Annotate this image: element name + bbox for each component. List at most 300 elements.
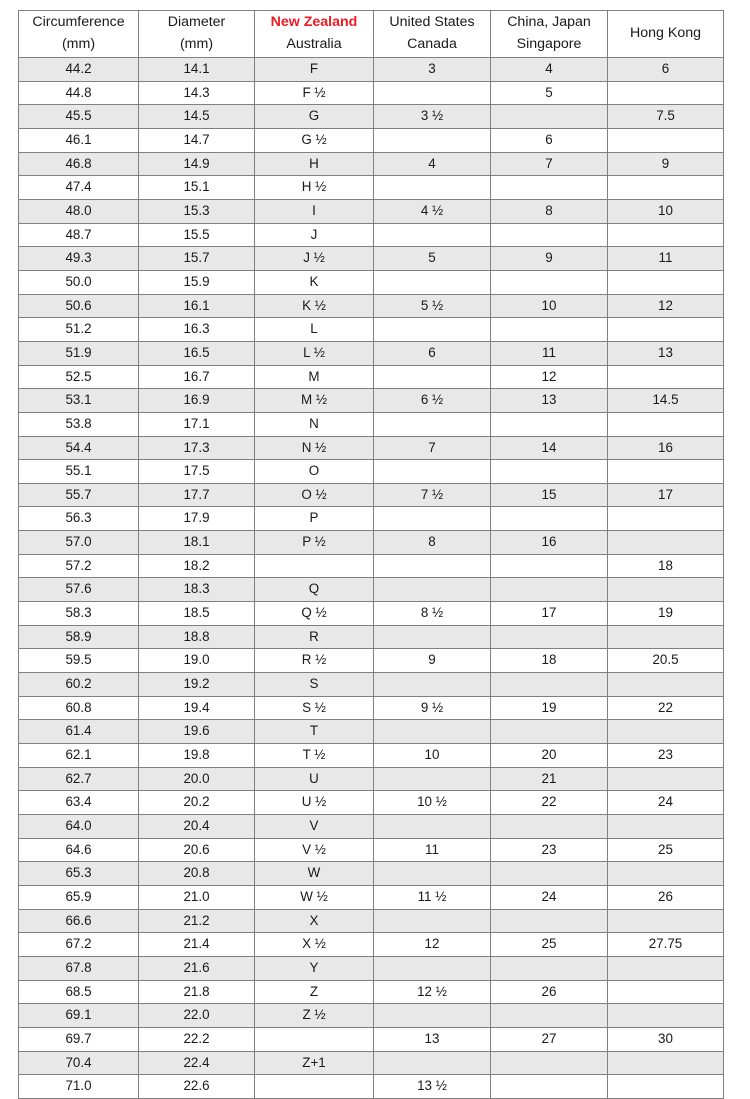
cell-r5-c1: 15.1: [139, 176, 255, 200]
cell-r34-c5: [608, 862, 724, 886]
cell-r17-c5: [608, 460, 724, 484]
cell-r15-c5: [608, 412, 724, 436]
table-row: [19, 980, 724, 1004]
cell-r12-c4: 11: [491, 341, 608, 365]
cell-r6-c2: I: [255, 199, 374, 223]
cell-r41-c1: 22.2: [139, 1027, 255, 1051]
cell-r31-c2: U ½: [255, 791, 374, 815]
cell-r30-c3: [374, 767, 491, 791]
cell-r36-c1: 21.2: [139, 909, 255, 933]
table-row: [19, 909, 724, 933]
cell-r24-c2: R: [255, 625, 374, 649]
cell-r43-c2: [255, 1075, 374, 1099]
cell-r34-c3: [374, 862, 491, 886]
cell-r15-c1: 17.1: [139, 412, 255, 436]
cell-r34-c4: [491, 862, 608, 886]
cell-r7-c1: 15.5: [139, 223, 255, 247]
cell-r9-c3: [374, 270, 491, 294]
cell-r2-c4: [491, 105, 608, 129]
table-row: [19, 1051, 724, 1075]
cell-r29-c4: 20: [491, 744, 608, 768]
cell-r18-c4: 15: [491, 483, 608, 507]
cell-r35-c1: 21.0: [139, 885, 255, 909]
cell-r42-c0: 70.4: [19, 1051, 139, 1075]
table-row: [19, 341, 724, 365]
cell-r11-c2: L: [255, 318, 374, 342]
cell-r17-c3: [374, 460, 491, 484]
cell-r9-c2: K: [255, 270, 374, 294]
table-row: [19, 1075, 724, 1099]
cell-r38-c1: 21.6: [139, 956, 255, 980]
cell-r20-c2: P ½: [255, 531, 374, 555]
table-row: [19, 554, 724, 578]
cell-r31-c3: 10 ½: [374, 791, 491, 815]
cell-r29-c0: 62.1: [19, 744, 139, 768]
cell-r24-c0: 58.9: [19, 625, 139, 649]
cell-r11-c5: [608, 318, 724, 342]
cell-r21-c5: 18: [608, 554, 724, 578]
table-row: [19, 270, 724, 294]
cell-r33-c1: 20.6: [139, 838, 255, 862]
cell-r5-c2: H ½: [255, 176, 374, 200]
cell-r38-c0: 67.8: [19, 956, 139, 980]
cell-r14-c0: 53.1: [19, 389, 139, 413]
column-header-line1: Hong Kong: [630, 25, 701, 42]
cell-r2-c0: 45.5: [19, 105, 139, 129]
cell-r3-c2: G ½: [255, 128, 374, 152]
cell-r34-c2: W: [255, 862, 374, 886]
cell-r8-c2: J ½: [255, 247, 374, 271]
cell-r27-c1: 19.4: [139, 696, 255, 720]
cell-r17-c1: 17.5: [139, 460, 255, 484]
cell-r25-c4: 18: [491, 649, 608, 673]
cell-r38-c5: [608, 956, 724, 980]
cell-r13-c5: [608, 365, 724, 389]
column-header-line2: (mm): [61, 36, 96, 52]
cell-r27-c4: 19: [491, 696, 608, 720]
cell-r29-c2: T ½: [255, 744, 374, 768]
cell-r5-c0: 47.4: [19, 176, 139, 200]
cell-r23-c5: 19: [608, 602, 724, 626]
cell-r26-c1: 19.2: [139, 673, 255, 697]
table-row: [19, 412, 724, 436]
cell-r37-c0: 67.2: [19, 933, 139, 957]
table-row: [19, 507, 724, 531]
cell-r1-c4: 5: [491, 81, 608, 105]
cell-r38-c4: [491, 956, 608, 980]
cell-r2-c1: 14.5: [139, 105, 255, 129]
cell-r16-c1: 17.3: [139, 436, 255, 460]
cell-r28-c5: [608, 720, 724, 744]
header-row: [19, 11, 724, 58]
cell-r23-c3: 8 ½: [374, 602, 491, 626]
cell-r32-c1: 20.4: [139, 815, 255, 839]
cell-r8-c3: 5: [374, 247, 491, 271]
cell-r35-c4: 24: [491, 885, 608, 909]
cell-r33-c5: 25: [608, 838, 724, 862]
cell-r9-c1: 15.9: [139, 270, 255, 294]
table-row: [19, 318, 724, 342]
column-header-1: [139, 11, 255, 58]
cell-r19-c4: [491, 507, 608, 531]
cell-r15-c4: [491, 412, 608, 436]
cell-r10-c5: 12: [608, 294, 724, 318]
cell-r36-c2: X: [255, 909, 374, 933]
cell-r28-c4: [491, 720, 608, 744]
cell-r20-c1: 18.1: [139, 531, 255, 555]
cell-r25-c0: 59.5: [19, 649, 139, 673]
cell-r2-c3: 3 ½: [374, 105, 491, 129]
cell-r28-c3: [374, 720, 491, 744]
cell-r23-c0: 58.3: [19, 602, 139, 626]
cell-r5-c5: [608, 176, 724, 200]
cell-r0-c3: 3: [374, 58, 491, 82]
cell-r2-c2: G: [255, 105, 374, 129]
cell-r4-c4: 7: [491, 152, 608, 176]
cell-r11-c3: [374, 318, 491, 342]
cell-r11-c0: 51.2: [19, 318, 139, 342]
cell-r5-c4: [491, 176, 608, 200]
cell-r7-c2: J: [255, 223, 374, 247]
cell-r27-c5: 22: [608, 696, 724, 720]
cell-r21-c4: [491, 554, 608, 578]
cell-r24-c5: [608, 625, 724, 649]
table-header: [19, 11, 724, 58]
cell-r36-c0: 66.6: [19, 909, 139, 933]
cell-r18-c2: O ½: [255, 483, 374, 507]
ring-size-conversion-table: [18, 10, 724, 1099]
cell-r33-c2: V ½: [255, 838, 374, 862]
cell-r7-c5: [608, 223, 724, 247]
cell-r40-c3: [374, 1004, 491, 1028]
cell-r1-c3: [374, 81, 491, 105]
cell-r16-c0: 54.4: [19, 436, 139, 460]
cell-r4-c5: 9: [608, 152, 724, 176]
cell-r20-c5: [608, 531, 724, 555]
cell-r3-c3: [374, 128, 491, 152]
cell-r12-c0: 51.9: [19, 341, 139, 365]
cell-r4-c2: H: [255, 152, 374, 176]
cell-r20-c4: 16: [491, 531, 608, 555]
cell-r39-c2: Z: [255, 980, 374, 1004]
table-row: [19, 294, 724, 318]
table-row: [19, 625, 724, 649]
ring-size-table-container: [18, 10, 723, 1099]
cell-r20-c3: 8: [374, 531, 491, 555]
cell-r7-c0: 48.7: [19, 223, 139, 247]
cell-r27-c0: 60.8: [19, 696, 139, 720]
column-header-0: [19, 11, 139, 58]
cell-r21-c3: [374, 554, 491, 578]
column-header-2: [255, 11, 374, 58]
cell-r0-c4: 4: [491, 58, 608, 82]
cell-r38-c3: [374, 956, 491, 980]
column-header-line1: China, Japan: [507, 14, 591, 31]
cell-r3-c1: 14.7: [139, 128, 255, 152]
cell-r41-c0: 69.7: [19, 1027, 139, 1051]
cell-r6-c1: 15.3: [139, 199, 255, 223]
table-row: [19, 105, 724, 129]
cell-r22-c1: 18.3: [139, 578, 255, 602]
cell-r33-c0: 64.6: [19, 838, 139, 862]
table-row: [19, 436, 724, 460]
cell-r41-c2: [255, 1027, 374, 1051]
cell-r25-c5: 20.5: [608, 649, 724, 673]
cell-r4-c0: 46.8: [19, 152, 139, 176]
column-header-line2: Canada: [407, 36, 457, 52]
cell-r32-c2: V: [255, 815, 374, 839]
cell-r27-c2: S ½: [255, 696, 374, 720]
cell-r8-c5: 11: [608, 247, 724, 271]
cell-r11-c1: 16.3: [139, 318, 255, 342]
cell-r26-c0: 60.2: [19, 673, 139, 697]
table-row: [19, 247, 724, 271]
table-row: [19, 649, 724, 673]
cell-r29-c1: 19.8: [139, 744, 255, 768]
cell-r9-c0: 50.0: [19, 270, 139, 294]
cell-r18-c5: 17: [608, 483, 724, 507]
cell-r39-c3: 12 ½: [374, 980, 491, 1004]
cell-r32-c3: [374, 815, 491, 839]
cell-r31-c0: 63.4: [19, 791, 139, 815]
cell-r8-c0: 49.3: [19, 247, 139, 271]
cell-r19-c3: [374, 507, 491, 531]
cell-r29-c5: 23: [608, 744, 724, 768]
cell-r25-c3: 9: [374, 649, 491, 673]
table-row: [19, 767, 724, 791]
table-row: [19, 956, 724, 980]
table-row: [19, 578, 724, 602]
cell-r43-c5: [608, 1075, 724, 1099]
cell-r35-c3: 11 ½: [374, 885, 491, 909]
cell-r36-c4: [491, 909, 608, 933]
cell-r23-c2: Q ½: [255, 602, 374, 626]
table-row: [19, 531, 724, 555]
table-row: [19, 365, 724, 389]
cell-r13-c4: 12: [491, 365, 608, 389]
cell-r29-c3: 10: [374, 744, 491, 768]
cell-r13-c0: 52.5: [19, 365, 139, 389]
cell-r41-c3: 13: [374, 1027, 491, 1051]
cell-r24-c3: [374, 625, 491, 649]
column-header-line2: (mm): [179, 36, 214, 52]
column-header-line2: Singapore: [516, 36, 582, 52]
cell-r40-c5: [608, 1004, 724, 1028]
cell-r10-c0: 50.6: [19, 294, 139, 318]
cell-r32-c5: [608, 815, 724, 839]
cell-r4-c1: 14.9: [139, 152, 255, 176]
cell-r5-c3: [374, 176, 491, 200]
cell-r31-c1: 20.2: [139, 791, 255, 815]
cell-r32-c0: 64.0: [19, 815, 139, 839]
table-row: [19, 223, 724, 247]
cell-r22-c3: [374, 578, 491, 602]
column-header-line1: Circumference: [32, 14, 125, 31]
cell-r6-c4: 8: [491, 199, 608, 223]
column-header-line1: New Zealand: [270, 14, 358, 31]
cell-r19-c2: P: [255, 507, 374, 531]
cell-r39-c1: 21.8: [139, 980, 255, 1004]
cell-r38-c2: Y: [255, 956, 374, 980]
table-row: [19, 81, 724, 105]
cell-r40-c0: 69.1: [19, 1004, 139, 1028]
cell-r13-c2: M: [255, 365, 374, 389]
cell-r8-c1: 15.7: [139, 247, 255, 271]
table-row: [19, 58, 724, 82]
cell-r25-c2: R ½: [255, 649, 374, 673]
cell-r16-c5: 16: [608, 436, 724, 460]
cell-r22-c2: Q: [255, 578, 374, 602]
table-row: [19, 483, 724, 507]
cell-r14-c3: 6 ½: [374, 389, 491, 413]
cell-r36-c3: [374, 909, 491, 933]
column-header-4: [491, 11, 608, 58]
column-header-line1: Diameter: [167, 14, 226, 31]
cell-r26-c4: [491, 673, 608, 697]
cell-r10-c3: 5 ½: [374, 294, 491, 318]
cell-r10-c2: K ½: [255, 294, 374, 318]
cell-r17-c0: 55.1: [19, 460, 139, 484]
table-row: [19, 199, 724, 223]
cell-r16-c4: 14: [491, 436, 608, 460]
cell-r43-c4: [491, 1075, 608, 1099]
table-row: [19, 720, 724, 744]
cell-r34-c1: 20.8: [139, 862, 255, 886]
cell-r12-c2: L ½: [255, 341, 374, 365]
cell-r17-c4: [491, 460, 608, 484]
cell-r18-c3: 7 ½: [374, 483, 491, 507]
table-row: [19, 933, 724, 957]
cell-r2-c5: 7.5: [608, 105, 724, 129]
cell-r35-c2: W ½: [255, 885, 374, 909]
cell-r22-c5: [608, 578, 724, 602]
column-header-5: [608, 11, 724, 58]
cell-r20-c0: 57.0: [19, 531, 139, 555]
cell-r1-c0: 44.8: [19, 81, 139, 105]
cell-r37-c1: 21.4: [139, 933, 255, 957]
cell-r0-c0: 44.2: [19, 58, 139, 82]
cell-r8-c4: 9: [491, 247, 608, 271]
cell-r30-c1: 20.0: [139, 767, 255, 791]
cell-r10-c1: 16.1: [139, 294, 255, 318]
cell-r4-c3: 4: [374, 152, 491, 176]
cell-r13-c1: 16.7: [139, 365, 255, 389]
cell-r18-c0: 55.7: [19, 483, 139, 507]
cell-r9-c5: [608, 270, 724, 294]
cell-r30-c4: 21: [491, 767, 608, 791]
cell-r16-c2: N ½: [255, 436, 374, 460]
table-row: [19, 389, 724, 413]
cell-r25-c1: 19.0: [139, 649, 255, 673]
cell-r14-c5: 14.5: [608, 389, 724, 413]
cell-r22-c0: 57.6: [19, 578, 139, 602]
cell-r15-c2: N: [255, 412, 374, 436]
table-row: [19, 176, 724, 200]
cell-r39-c5: [608, 980, 724, 1004]
cell-r42-c3: [374, 1051, 491, 1075]
cell-r30-c0: 62.7: [19, 767, 139, 791]
cell-r6-c0: 48.0: [19, 199, 139, 223]
cell-r15-c3: [374, 412, 491, 436]
table-body: [19, 58, 724, 1099]
cell-r21-c0: 57.2: [19, 554, 139, 578]
cell-r14-c2: M ½: [255, 389, 374, 413]
cell-r28-c0: 61.4: [19, 720, 139, 744]
cell-r43-c3: 13 ½: [374, 1075, 491, 1099]
cell-r17-c2: O: [255, 460, 374, 484]
table-row: [19, 460, 724, 484]
cell-r42-c5: [608, 1051, 724, 1075]
cell-r21-c1: 18.2: [139, 554, 255, 578]
table-row: [19, 602, 724, 626]
cell-r12-c1: 16.5: [139, 341, 255, 365]
cell-r42-c1: 22.4: [139, 1051, 255, 1075]
cell-r3-c5: [608, 128, 724, 152]
cell-r40-c1: 22.0: [139, 1004, 255, 1028]
cell-r16-c3: 7: [374, 436, 491, 460]
table-row: [19, 1027, 724, 1051]
table-row: [19, 815, 724, 839]
cell-r28-c1: 19.6: [139, 720, 255, 744]
cell-r10-c4: 10: [491, 294, 608, 318]
cell-r19-c5: [608, 507, 724, 531]
table-row: [19, 696, 724, 720]
cell-r26-c2: S: [255, 673, 374, 697]
column-header-line2: Australia: [286, 36, 342, 52]
cell-r26-c5: [608, 673, 724, 697]
table-row: [19, 791, 724, 815]
cell-r42-c4: [491, 1051, 608, 1075]
cell-r30-c2: U: [255, 767, 374, 791]
cell-r37-c3: 12: [374, 933, 491, 957]
cell-r36-c5: [608, 909, 724, 933]
column-header-3: [374, 11, 491, 58]
cell-r31-c5: 24: [608, 791, 724, 815]
cell-r18-c1: 17.7: [139, 483, 255, 507]
cell-r28-c2: T: [255, 720, 374, 744]
cell-r12-c5: 13: [608, 341, 724, 365]
cell-r14-c1: 16.9: [139, 389, 255, 413]
cell-r40-c2: Z ½: [255, 1004, 374, 1028]
cell-r37-c2: X ½: [255, 933, 374, 957]
cell-r43-c0: 71.0: [19, 1075, 139, 1099]
cell-r35-c0: 65.9: [19, 885, 139, 909]
cell-r24-c4: [491, 625, 608, 649]
cell-r9-c4: [491, 270, 608, 294]
table-row: [19, 744, 724, 768]
table-row: [19, 862, 724, 886]
cell-r23-c1: 18.5: [139, 602, 255, 626]
cell-r6-c3: 4 ½: [374, 199, 491, 223]
cell-r23-c4: 17: [491, 602, 608, 626]
cell-r14-c4: 13: [491, 389, 608, 413]
cell-r32-c4: [491, 815, 608, 839]
cell-r19-c1: 17.9: [139, 507, 255, 531]
cell-r39-c4: 26: [491, 980, 608, 1004]
cell-r37-c4: 25: [491, 933, 608, 957]
cell-r0-c5: 6: [608, 58, 724, 82]
cell-r41-c4: 27: [491, 1027, 608, 1051]
cell-r15-c0: 53.8: [19, 412, 139, 436]
cell-r34-c0: 65.3: [19, 862, 139, 886]
table-row: [19, 128, 724, 152]
cell-r21-c2: [255, 554, 374, 578]
cell-r42-c2: Z+1: [255, 1051, 374, 1075]
cell-r37-c5: 27.75: [608, 933, 724, 957]
cell-r19-c0: 56.3: [19, 507, 139, 531]
cell-r1-c5: [608, 81, 724, 105]
table-row: [19, 885, 724, 909]
